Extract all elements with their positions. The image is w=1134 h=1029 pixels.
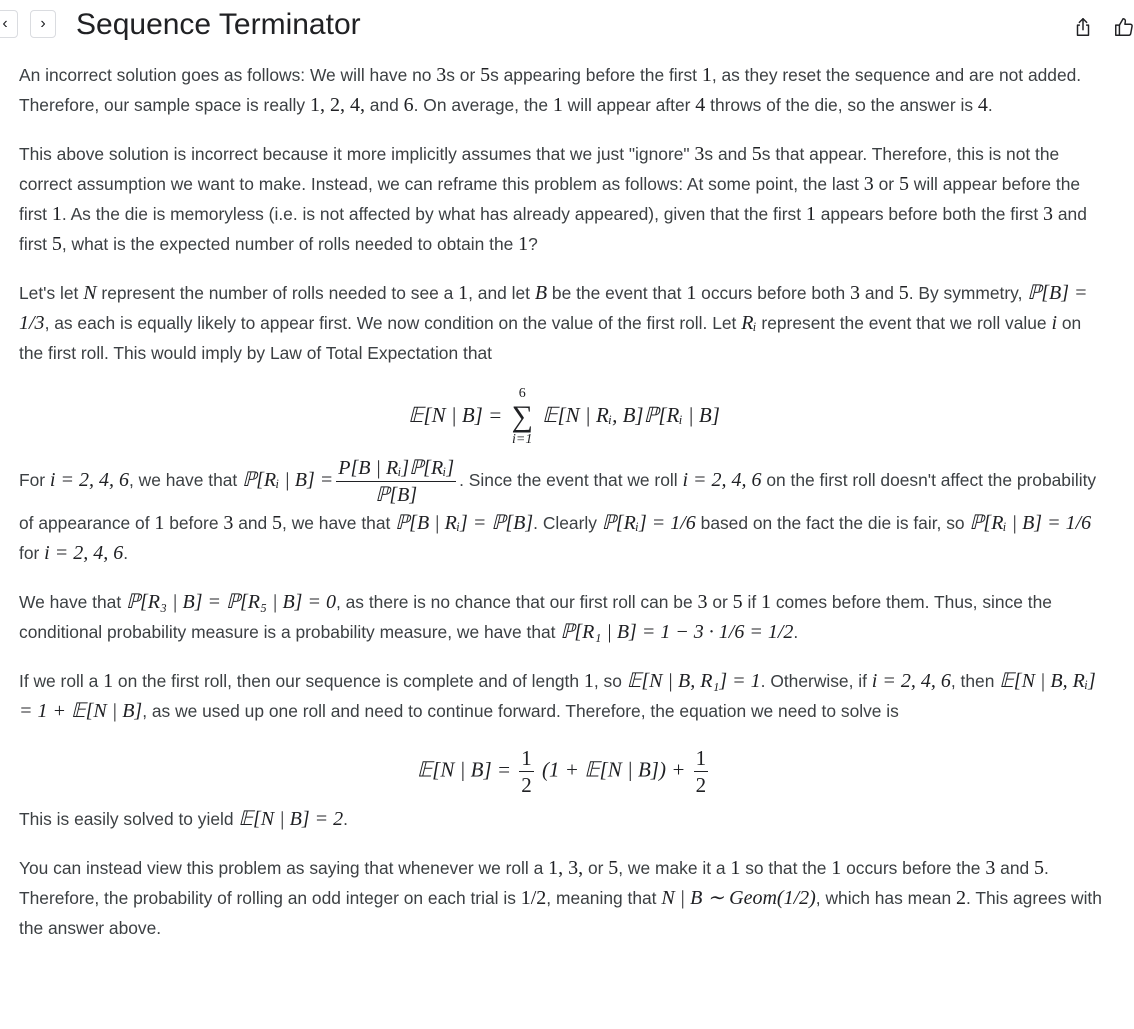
equation-middle: (1 + 𝔼[N | B]) +	[542, 757, 686, 782]
equation-recursive	[19, 745, 1109, 798]
equation-lhs: 𝔼[N | B] =	[416, 757, 512, 782]
equation-lhs: 𝔼[N | B] =	[408, 402, 503, 427]
paragraph-conditional: For i = 2, 4, 6, we have that ℙ[Rᵢ | B] = $\frac{\text{P[B | Rᵢ]ℙ[Rᵢ]}}{\text{ℙ[B]}}$ . Since the event that we roll i = 2, 4, 6 on the first roll doesn't affect the probability of appearance of 1 before 3 and 5, we have that ℙ[B | Rᵢ] = ℙ[B]. Clearly ℙ[Rᵢ] = 1/6 based on the fact the die is fair, so ℙ[Rᵢ | B] = 1/6 for i = 2, 4, 6.	[19, 457, 1097, 564]
page-header	[0, 0, 1134, 52]
paragraph-recursion: If we roll a 1 on the first roll, then our sequence is complete and of length 1, so 𝔼[N | B, R₁] = 1. Otherwise, if i = 2, 4, 6, then 𝔼[N | B, Rᵢ] = 1 + 𝔼[N | B], as we used up one roll and need to continue forward. Therefore, the equation we need to solve is	[19, 670, 1096, 722]
paragraph-reframe: This above solution is incorrect because it more implicitly assumes that we just "ignore" 3s and 5s that appear. Therefore, this is not the correct assumption we want to make. Instead, we can reframe this problem as follows: At some point, the last 3 or 5 will appear before the first 1. As the die is memoryless (i.e. is not affected by what has already appeared), given that the first 1 appears before both the first 3 and first 5, what is the expected number of rolls needed to obtain the 1?	[19, 143, 1087, 255]
paragraph-alternative-view: You can instead view this problem as saying that whenever we roll a 1, 3, or 5, we make it a 1 so that the 1 occurs before the 3 and 5. Therefore, the probability of rolling an odd integer on each trial is 1/2, meaning that N | B ∼ Geom(1/2), which has mean 2. This agrees with the answer above.	[19, 857, 1102, 938]
paragraph-solution: This is easily solved to yield 𝔼[N | B] = 2.	[19, 808, 348, 830]
solution-content	[19, 60, 1109, 962]
half-fraction: $\frac{1}{2}$	[521, 746, 532, 797]
paragraph-incorrect-solution: An incorrect solution goes as follows: We will have no 3s or 5s appearing before the first 1, as they reset the sequence and are not added. Therefore, our sample space is really 1, 2, 4, and 6. On average, the 1 will appear after 4 throws of the die, so the answer is 4.	[19, 64, 1082, 116]
equation-rhs: 𝔼[N | Rᵢ, B]ℙ[Rᵢ | B]	[542, 402, 720, 427]
bayes-fraction: $\frac{\text{P[B | Rᵢ]ℙ[Rᵢ]}}{\text{ℙ[B]}}$	[338, 457, 455, 506]
page-title: Sequence Terminator	[76, 8, 361, 41]
next-button[interactable]: ›	[30, 10, 56, 38]
share-icon[interactable]	[1072, 16, 1094, 38]
thumbs-up-icon[interactable]	[1113, 16, 1134, 38]
previous-button[interactable]: ‹	[0, 10, 18, 38]
equation-total-expectation	[19, 387, 1109, 447]
paragraph-zero-probabilities: We have that ℙ[R₃ | B] = ℙ[R₅ | B] = 0, as there is no chance that our first roll can be 3 or 5 if 1 comes before them. Thus, since the conditional probability measure is a probability measure, we have that ℙ[R₁ | B] = 1 − 3 · 1/6 = 1/2.	[19, 591, 1052, 643]
paragraph-definitions: Let's let N represent the number of rolls needed to see a 1, and let B be the event that 1 occurs before both 3 and 5. By symmetry, ℙ[B] = 1/3, as each is equally likely to appear first. We now condition on the value of the first roll. Let Rᵢ represent the event that we roll value i on the first roll. This would imply by Law of Total Expectation that	[19, 282, 1088, 363]
sum-operator: 6 ∑ i=1	[511, 386, 533, 447]
half-fraction: $\frac{1}{2}$	[695, 746, 707, 797]
